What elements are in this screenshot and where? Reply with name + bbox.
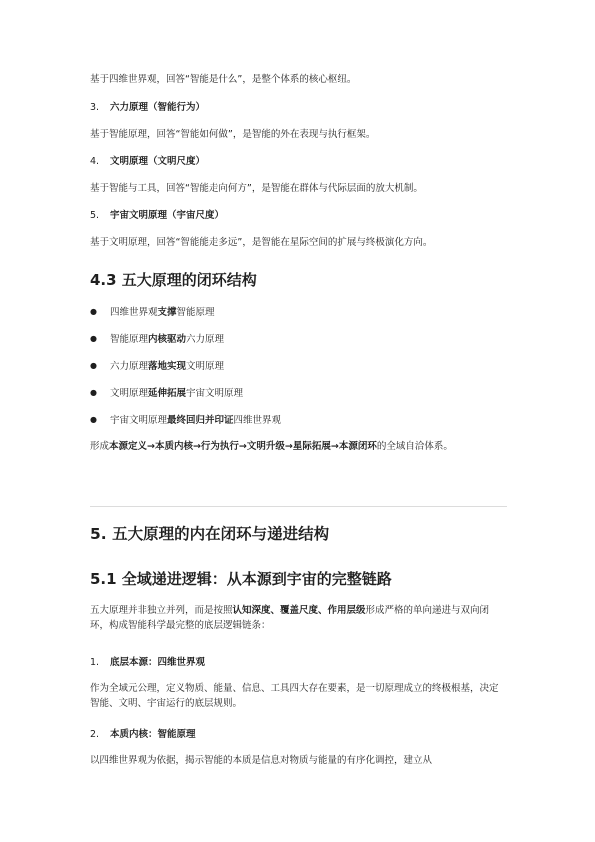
bullet-item-4: ● 文明原理延伸拓展宇宙文明原理 <box>90 385 507 401</box>
section-heading-5-1: 5.1 全域递进逻辑：从本源到宇宙的完整链路 <box>90 570 392 588</box>
item-civilization <box>90 154 507 169</box>
paragraph-core: 以四维世界观为依据，揭示智能的本质是信息对物质与能量的有序化调控，建立从 <box>90 755 433 766</box>
item-number: 2. <box>90 729 100 740</box>
item-title: 本质内核：智能原理 <box>110 729 196 740</box>
bullet-item-3: ● 六力原理落地实现文明原理 <box>90 358 507 374</box>
bullet-item-5: ● 宇宙文明原理最终回归并印证四维世界观 <box>90 412 507 428</box>
bullet-item-1: ● 四维世界观支撑智能原理 <box>90 304 507 320</box>
item-six-forces <box>90 100 507 115</box>
bullet-icon: ● <box>90 388 97 397</box>
section-heading-5: 5. 五大原理的内在闭环与递进结构 <box>90 525 330 543</box>
item-number: 4. <box>90 156 100 167</box>
paragraph-six-forces: 基于智能原理，回答“智能如何做”，是智能的外在表现与执行框架。 <box>90 129 376 140</box>
section-heading-4-3: 4.3 五大原理的闭环结构 <box>90 271 257 289</box>
item-title: 宇宙文明原理（宇宙尺度） <box>110 210 225 221</box>
paragraph-foundation: 作为全域元公理，定义物质、能量、信息、工具四大存在要素，是一切原理成立的终极根基，决定智能、文明、宇宙运行的底层规则。 <box>90 683 499 709</box>
paragraph-intelligence-principle: 基于四维世界观，回答“智能是什么”，是整个体系的核心枢纽。 <box>90 74 357 85</box>
item-title: 文明原理（文明尺度） <box>110 156 206 167</box>
item-number: 3. <box>90 102 100 113</box>
bullet-icon: ● <box>90 361 97 370</box>
item-cosmic-civilization <box>90 208 507 223</box>
bullet-icon: ● <box>90 307 97 316</box>
bullet-icon: ● <box>90 334 97 343</box>
item-title: 底层本源：四维世界观 <box>110 657 206 668</box>
summary-paragraph: 形成本源定义→本质内核→行为执行→文明升级→星际拓展→本源闭环的全域自洽体系。 <box>90 441 453 452</box>
paragraph-cosmic-civilization: 基于文明原理，回答“智能能走多远”，是智能在星际空间的扩展与终极演化方向。 <box>90 237 433 248</box>
item-foundation <box>90 655 507 670</box>
bullet-item-2: ● 智能原理内核驱动六力原理 <box>90 331 507 347</box>
item-number: 1. <box>90 657 100 668</box>
section-divider <box>90 506 507 507</box>
paragraph-civilization: 基于智能与工具，回答“智能走向何方”，是智能在群体与代际层面的放大机制。 <box>90 183 423 194</box>
intro-paragraph: 五大原理并非独立并列，而是按照认知深度、覆盖尺度、作用层级形成严格的单向递进与双向闭环，构成智能科学最完整的底层逻辑链条： <box>90 605 490 631</box>
item-number: 5. <box>90 210 100 221</box>
item-title: 六力原理（智能行为） <box>110 102 206 113</box>
item-core <box>90 727 507 742</box>
bullet-icon: ● <box>90 415 97 424</box>
